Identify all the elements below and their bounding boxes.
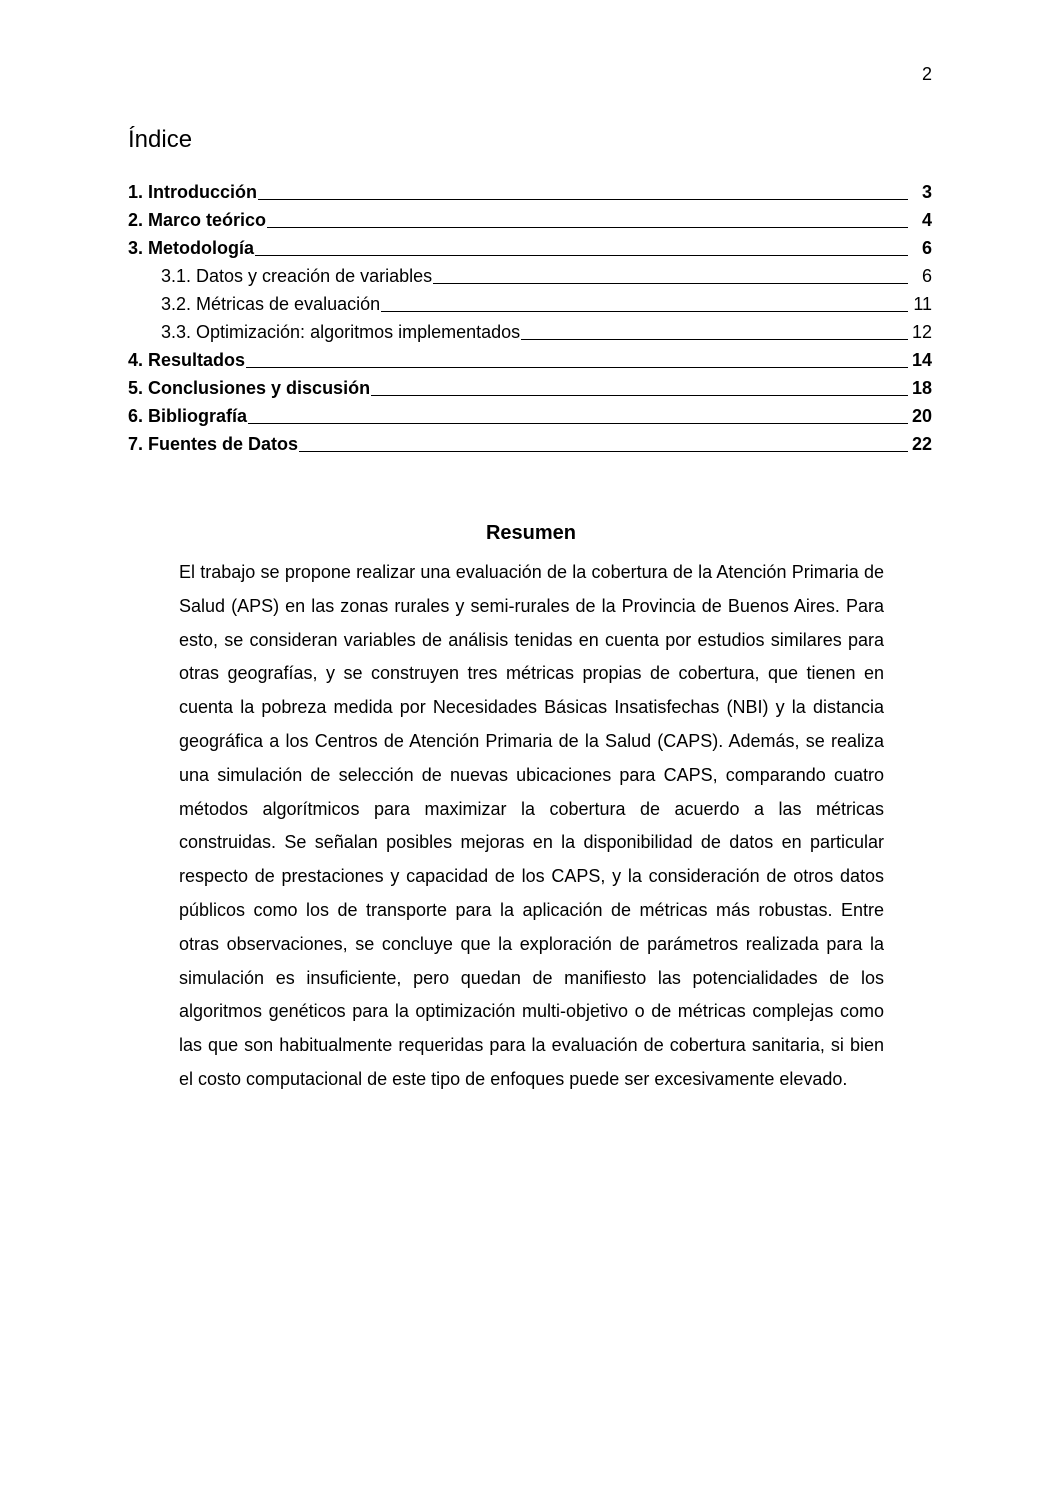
- abstract-heading: Resumen: [485, 522, 577, 544]
- toc-entry-title: 6. Bibliografía: [128, 406, 248, 426]
- toc-entry-title: 5. Conclusiones y discusión: [128, 378, 371, 398]
- toc-entry-page: 12: [911, 322, 932, 342]
- toc-entry-metodologia[interactable]: [128, 231, 932, 259]
- toc-entry-fuentes-datos[interactable]: [128, 427, 932, 455]
- toc-entry-datos-variables[interactable]: [128, 259, 932, 287]
- toc-entry-resultados[interactable]: [128, 343, 932, 371]
- toc-entry-optimizacion[interactable]: [128, 315, 932, 343]
- abstract-body: El trabajo se propone realizar una evaluación de la cobertura de la Atención Primaria de Salud (APS) en las zonas rurales y semi-rurales de la Provincia de Buenos Aires. Para esto, se consideran variables de análisis tenidas en cuenta por estudios similares para otras geografías, y se construyen tres métricas propias de cobertura, que tienen en cuenta la pobreza medida por Necesidades Básicas Insatisfechas (NBI) y la distancia geográfica a los Centros de Atención Primaria de la Salud (CAPS). Además, se realiza una simulación de selección de nuevas ubicaciones para CAPS, comparando cuatro métodos algorítmicos para maximizar la cobertura de acuerdo a las métricas construidas. Se señalan posibles mejoras en la disponibilidad de datos en particular respecto de prestaciones y capacidad de los CAPS, y la consideración de otros datos públicos como los de transporte para la aplicación de métricas más robustas. Entre otras observaciones, se concluye que la exploración de parámetros realizada para la simulación es insuficiente, pero quedan de manifiesto las potencialidades de los algoritmos genéticos para la optimización multi-objetivo o de métricas complejas como las que son habitualmente requeridas para la evaluación de cobertura sanitaria, si bien el costo computacional de este tipo de enfoques puede ser excesivamente elevado.: [179, 562, 884, 1089]
- toc-entry-title: 3.3. Optimización: algoritmos implementados: [161, 322, 521, 342]
- toc-entry-title: 2. Marco teórico: [128, 210, 267, 230]
- toc-entry-title: 3.1. Datos y creación de variables: [161, 266, 433, 286]
- toc-leader-line: [246, 367, 908, 368]
- toc-entry-title: 4. Resultados: [128, 350, 246, 370]
- toc-entry-page: 4: [921, 210, 932, 230]
- toc-leader-line: [521, 339, 908, 340]
- toc-entry-title: 7. Fuentes de Datos: [128, 434, 299, 454]
- toc-entry-page: 14: [911, 350, 932, 370]
- table-of-contents: [128, 175, 932, 455]
- toc-entry-page: 3: [921, 182, 932, 202]
- toc-entry-page: 11: [913, 294, 932, 314]
- toc-entry-page: 22: [911, 434, 932, 454]
- toc-leader-line: [381, 311, 908, 312]
- page-number: 2: [921, 64, 932, 84]
- toc-entry-title: 3. Metodología: [128, 238, 254, 258]
- toc-entry-page: 20: [911, 406, 932, 426]
- toc-leader-line: [371, 395, 908, 396]
- toc-entry-introduccion[interactable]: [128, 175, 932, 203]
- toc-entry-title: 1. Introducción: [128, 182, 258, 202]
- toc-entry-page: 18: [911, 378, 932, 398]
- toc-heading: Índice: [128, 126, 193, 153]
- toc-leader-line: [433, 283, 908, 284]
- toc-leader-line: [255, 255, 908, 256]
- toc-entry-marco-teorico[interactable]: [128, 203, 932, 231]
- toc-leader-line: [248, 423, 908, 424]
- toc-entry-conclusiones[interactable]: [128, 371, 932, 399]
- toc-entry-page: 6: [921, 266, 932, 286]
- toc-leader-line: [267, 227, 908, 228]
- toc-entry-page: 6: [921, 238, 932, 258]
- toc-entry-title: 3.2. Métricas de evaluación: [161, 294, 381, 314]
- toc-leader-line: [299, 451, 908, 452]
- toc-leader-line: [258, 199, 908, 200]
- toc-entry-bibliografia[interactable]: [128, 399, 932, 427]
- toc-entry-metricas-evaluacion[interactable]: [128, 287, 932, 315]
